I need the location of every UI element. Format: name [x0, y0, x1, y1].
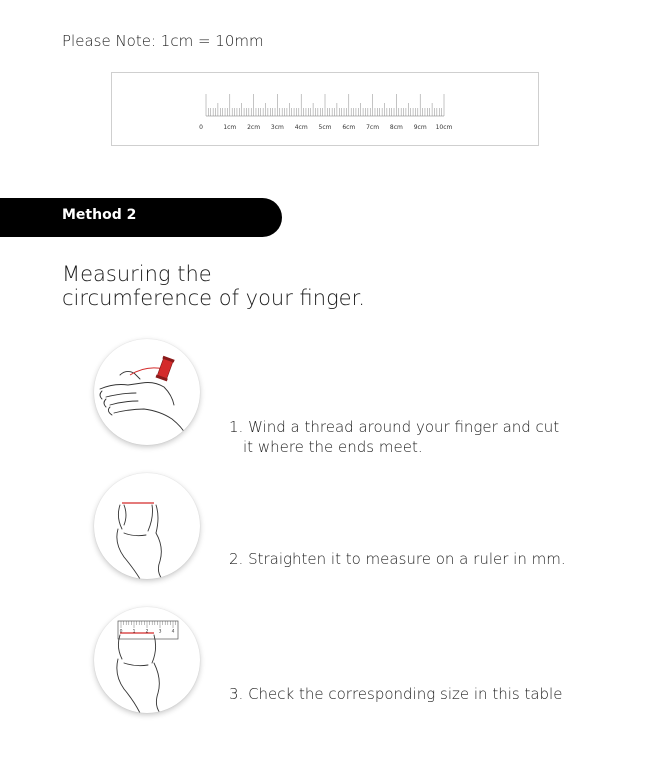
ruler-label: 6cm: [342, 124, 356, 131]
mini-ruler-label: 2: [145, 629, 149, 635]
hand-ruler-icon: [94, 607, 200, 713]
mini-ruler-label: 3: [158, 629, 162, 635]
step-2-illustration: [94, 473, 200, 579]
ruler-label: 5cm: [318, 124, 332, 131]
ruler-label: 10cm: [435, 124, 453, 131]
hand-thread-icon: [94, 339, 200, 445]
ruler-label: 3cm: [270, 124, 284, 131]
measurement-note: Please Note: 1cm = 10mm: [62, 32, 264, 50]
ruler-label: 1cm: [223, 124, 237, 131]
step-1-text: [229, 417, 559, 457]
method-banner: [0, 198, 282, 237]
ruler-illustration: [112, 73, 540, 147]
ruler-label: 9cm: [413, 124, 427, 131]
step-1-line-1: 1. Wind a thread around your finger and cut: [229, 418, 560, 436]
ruler-label: 4cm: [294, 124, 308, 131]
hand-pinch-thread-icon: [94, 473, 200, 579]
ruler-label: 2cm: [247, 124, 261, 131]
ruler-panel: [111, 72, 539, 146]
step-1-line-2: it where the ends meet.: [243, 438, 423, 456]
step-3-line-1: 3. Check the corresponding size in this table: [229, 685, 563, 703]
step-1-illustration: [94, 339, 200, 445]
mini-ruler-label: 4: [171, 629, 175, 635]
ruler-label: 8cm: [389, 124, 403, 131]
step-2-text: [229, 549, 566, 569]
mini-ruler-label: 0: [119, 629, 123, 635]
ruler-label: 7cm: [366, 124, 380, 131]
step-3-text: [229, 684, 562, 704]
ruler-label: 0: [199, 124, 203, 131]
heading-line-2: circumference of your finger.: [62, 286, 365, 310]
method-label: Method 2: [62, 207, 137, 223]
heading-line-1: Measuring the: [62, 262, 212, 286]
mini-ruler-label: 1: [132, 629, 136, 635]
step-2-line-1: 2. Straighten it to measure on a ruler in mm.: [229, 550, 566, 568]
page-heading: [62, 262, 365, 310]
step-3-illustration: [94, 607, 200, 713]
